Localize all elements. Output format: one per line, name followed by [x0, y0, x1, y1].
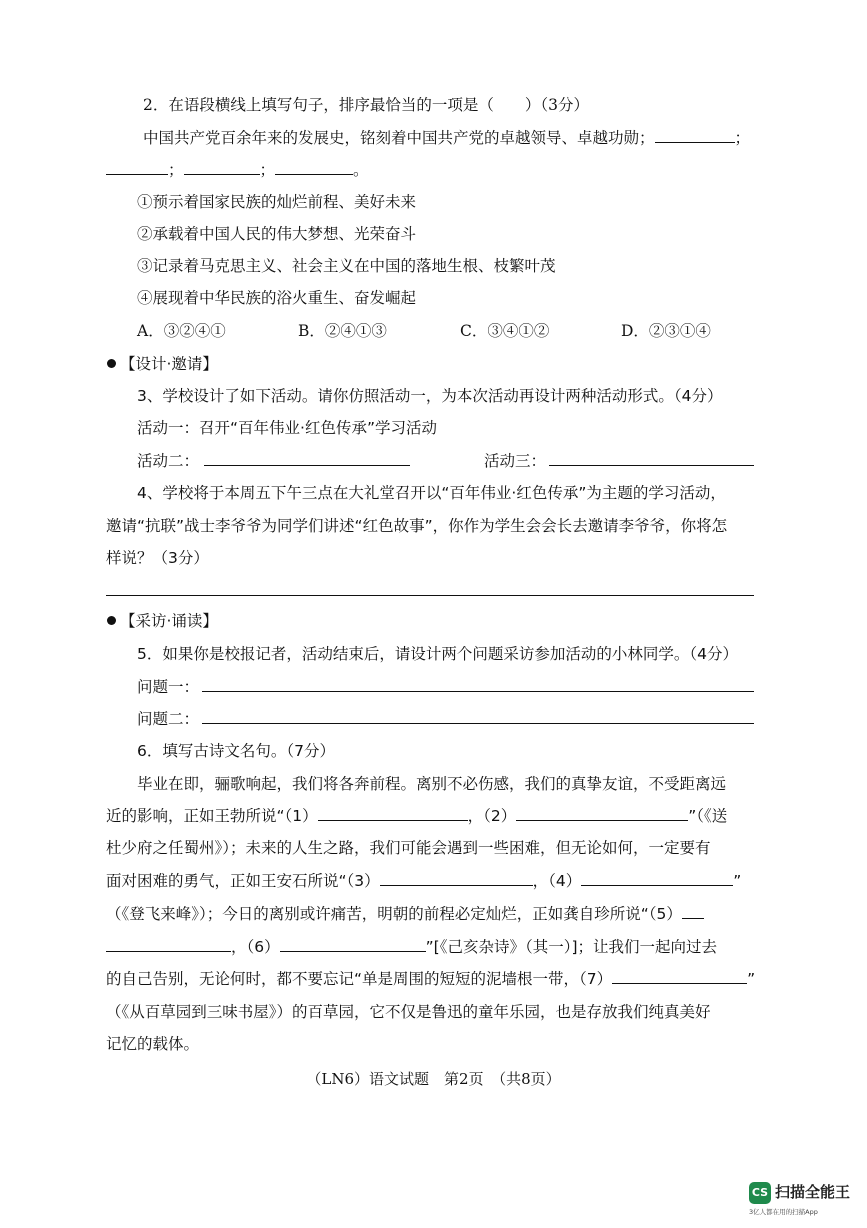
q2-option-a[interactable]: A．③②④①	[137, 322, 226, 340]
q6-line3: 杜少府之任蜀州》）；未来的人生之路，我们可能会遇到一些困难，但无论如何，一定要有	[106, 839, 711, 857]
q6-blank-5[interactable]	[106, 937, 231, 952]
section-bullet-icon	[107, 359, 116, 368]
q5-stem: 5．如果你是校报记者，活动结束后，请设计两个问题采访参加活动的小林同学。（4分）	[137, 645, 738, 663]
q6-blank-4[interactable]	[581, 871, 733, 886]
q6-line7	[106, 969, 755, 989]
q6-line7-text: ”	[747, 970, 756, 988]
q2-semicolon: ；	[259, 161, 276, 179]
section-design-heading	[107, 354, 218, 374]
q6-line4-text: 面对困难的勇气，正如王安石所说“（3）	[106, 872, 380, 890]
q2-paragraph-text: 中国共产党百余年来的发展史，铭刻着中国共产党的卓越领导、卓越功勋；	[143, 129, 655, 147]
q5-question2-blank[interactable]	[202, 723, 754, 724]
q3-activity2-blank[interactable]	[204, 465, 410, 466]
q3-stem: 3、学校设计了如下活动。请你仿照活动一，为本次活动再设计两种活动形式。（4分）	[137, 387, 723, 405]
watermark-tagline: 3亿人都在用的扫描App	[749, 1208, 818, 1216]
q2-option-d[interactable]: D．②③①④	[621, 322, 711, 340]
q2-semicolon: ；	[168, 161, 184, 179]
q6-blank-7[interactable]	[612, 969, 747, 984]
q2-paragraph-line1	[143, 128, 750, 148]
q2-stem: 2．在语段横线上填写句子，排序最恰当的一项是（ ）（3分）	[143, 96, 589, 114]
q6-blank-1[interactable]	[318, 806, 468, 821]
q2-item-3: ③记录着马克思主义、社会主义在中国的落地生根、枝繁叶茂	[137, 257, 556, 275]
q6-line8: （《从百草园到三味书屋》）的百草园，它不仅是鲁迅的童年乐园，也是存放我们纯真美好	[106, 1003, 711, 1021]
q3-activity3-blank[interactable]	[549, 465, 754, 466]
q6-blank-5-start[interactable]	[682, 904, 704, 919]
q5-question2-label: 问题二：	[137, 710, 200, 728]
q2-period: 。	[353, 161, 369, 179]
q2-item-1: ①预示着国家民族的灿烂前程、美好未来	[137, 193, 417, 211]
q6-stem: 6．填写古诗文名句。（7分）	[137, 742, 335, 760]
q6-blank-3[interactable]	[380, 871, 533, 886]
q3-activity1: 活动一：召开“百年伟业·红色传承”学习活动	[137, 419, 437, 437]
section-bullet-icon	[107, 616, 116, 625]
q4-line1: 4、学校将于本周五下午三点在大礼堂召开以“百年伟业·红色传承”为主题的学习活动，	[137, 484, 726, 502]
q4-answer-line[interactable]	[106, 595, 754, 596]
q5-question1-label: 问题一：	[137, 678, 200, 696]
q6-line6	[106, 937, 717, 957]
scanner-watermark	[745, 1179, 863, 1219]
q6-line2	[106, 806, 727, 826]
q6-line2-text: ，（2）	[467, 807, 517, 825]
q4-line3: 样说？（3分）	[106, 549, 209, 567]
q4-line2: 邀请“抗联”战士李爷爷为同学们讲述“红色故事”，你作为学生会会长去邀请李爷爷，你将怎	[106, 517, 728, 535]
q3-activity3-label: 活动三：	[484, 452, 547, 470]
q6-line9: 记忆的载体。	[106, 1035, 200, 1053]
q2-blank-4[interactable]	[275, 160, 353, 175]
q2-paragraph-line2	[106, 160, 369, 180]
q6-blank-2[interactable]	[516, 806, 688, 821]
section-design-title: 【设计·邀请】	[120, 355, 218, 373]
q6-line6-text: ”[《己亥杂诗》（其一）]；让我们一起向过去	[425, 938, 718, 956]
q2-item-2: ②承载着中国人民的伟大梦想、光荣奋斗	[137, 225, 417, 243]
q3-activity2-label: 活动二：	[137, 452, 200, 470]
q2-blank-1[interactable]	[655, 128, 735, 143]
q6-line1: 毕业在即，骊歌响起，我们将各奔前程。离别不必伤感，我们的真挚友谊，不受距离远	[137, 775, 727, 793]
q2-blank-3[interactable]	[184, 160, 260, 175]
q6-line2-text: ”（《送	[688, 807, 728, 825]
q2-option-c[interactable]: C．③④①②	[460, 322, 550, 340]
q6-line5	[106, 904, 704, 924]
q2-item-4: ④展现着中华民族的浴火重生、奋发崛起	[137, 289, 417, 307]
q2-semicolon: ；	[734, 129, 751, 147]
page-footer: （LN6）语文试题 第2页 （共8页）	[306, 1070, 561, 1088]
q6-line6-text: ，（6）	[231, 938, 280, 956]
q6-line5-text: （《登飞来峰》）；今日的离别或许痛苦，明朝的前程必定灿烂，正如龚自珍所说“（5）	[106, 905, 682, 923]
section-interview-heading	[107, 611, 218, 631]
q2-option-b[interactable]: B．②④①③	[298, 322, 387, 340]
q6-blank-6[interactable]	[280, 937, 426, 952]
q5-question1-blank[interactable]	[202, 691, 754, 692]
q6-line4-text: ，（4）	[532, 872, 582, 890]
q6-line4	[106, 871, 741, 891]
q6-line4-text: ”	[733, 872, 742, 890]
q6-line7-text: 的自己告别，无论何时，都不要忘记“单是周围的短短的泥墙根一带，（7）	[106, 970, 613, 988]
q2-blank-2[interactable]	[106, 160, 168, 175]
cs-logo-icon: CS	[749, 1182, 771, 1204]
watermark-name: 扫描全能王	[775, 1183, 851, 1201]
section-interview-title: 【采访·诵读】	[120, 612, 218, 630]
q6-line2-text: 近的影响，正如王勃所说“（1）	[106, 807, 318, 825]
